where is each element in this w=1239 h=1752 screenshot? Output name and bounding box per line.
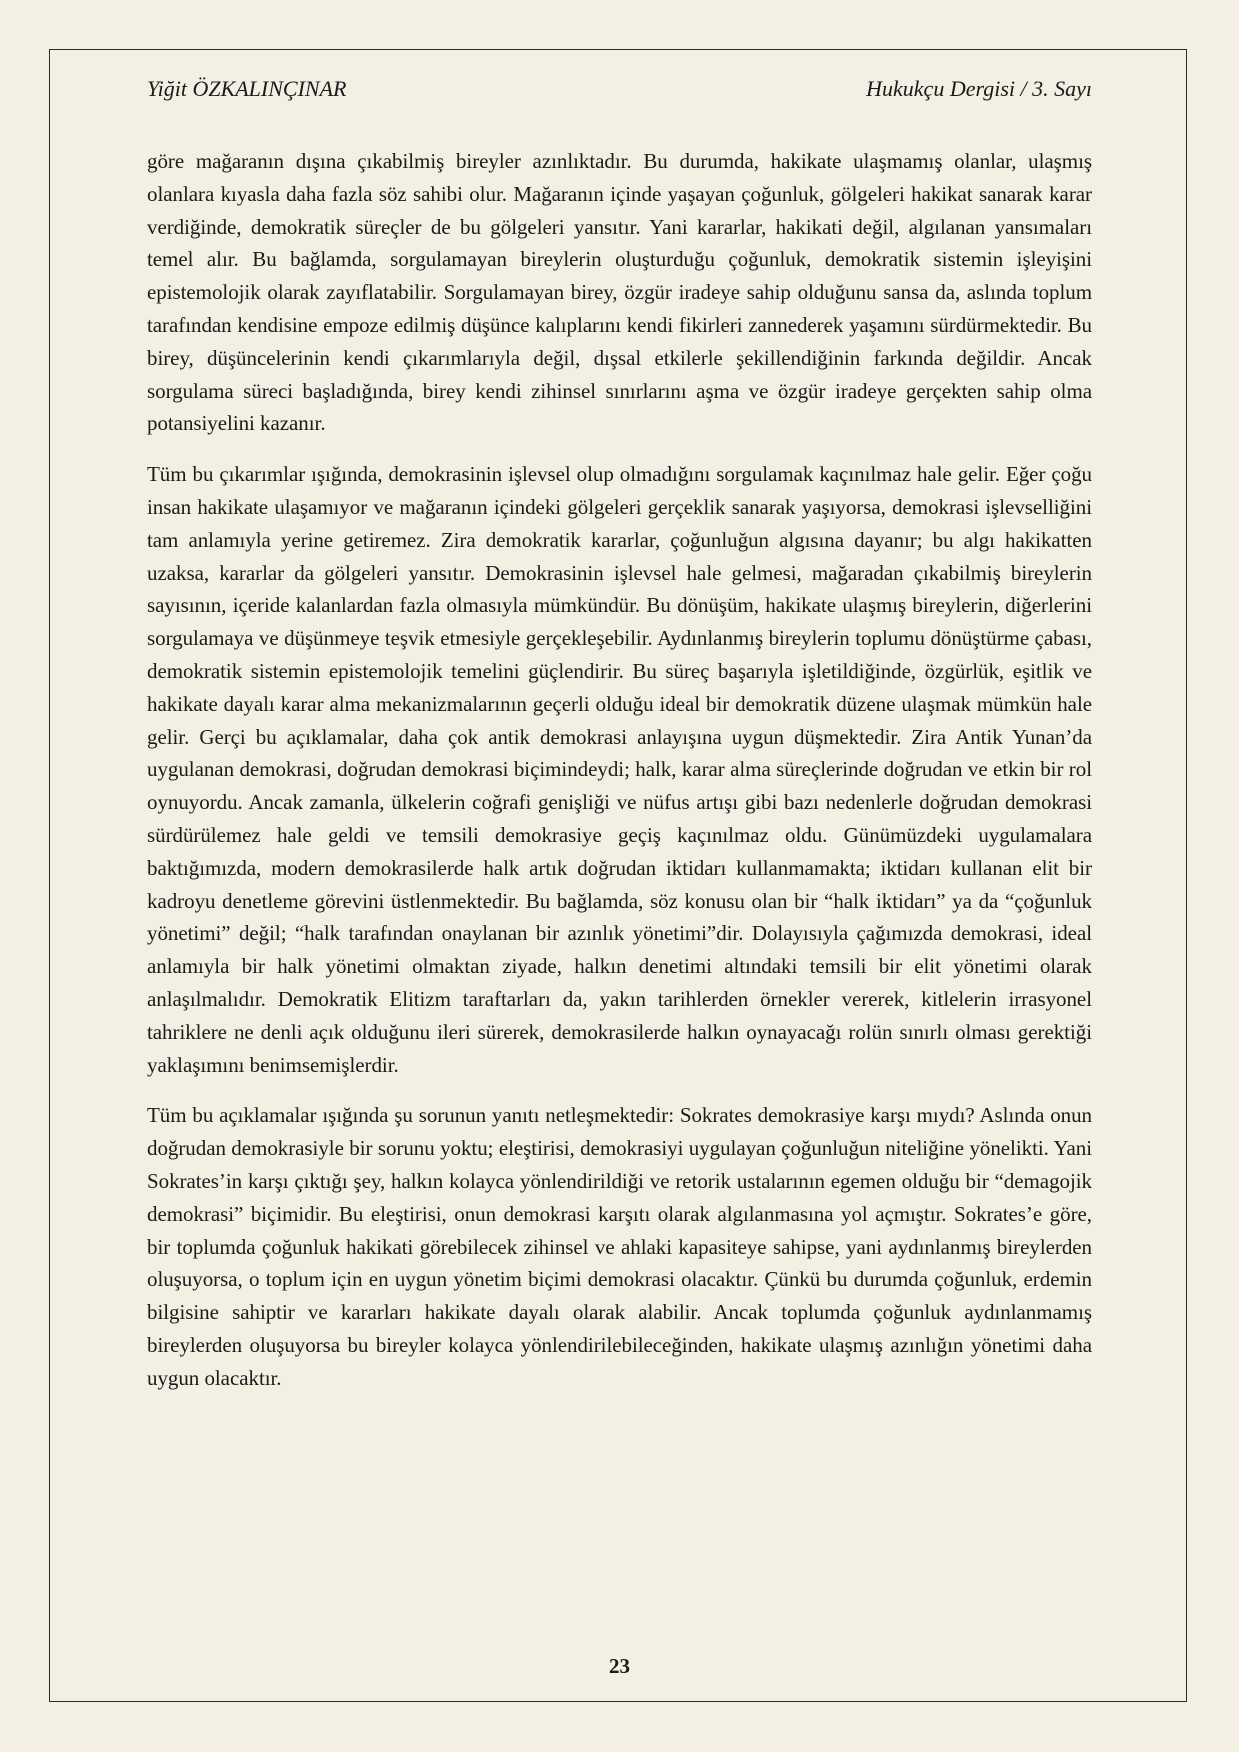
running-header <box>147 74 1092 104</box>
body-text <box>147 145 1092 1412</box>
page-number: 23 <box>609 1654 630 1678</box>
paragraph-3: Tüm bu açıklamalar ışığında şu sorunun yanıtı netleşmektedir: Sokrates demokrasiye karşı mıydı? Aslında onun doğrudan demokrasiyle bir sorunu yoktu; eleştirisi, demokrasiyi uygulayan çoğunluğun niteliğine yönelikti. Yani Sokrates’in karşı çıktığı şey, halkın kolayca yönlendirildiği ve retorik ustalarının egemen olduğu bir “demagojik demokrasi” biçimidir. Bu eleştirisi, onun demokrasi karşıtı olarak algılanmasına yol açmıştır. Sokrates’e göre, bir toplumda çoğunluk hakikati görebilecek zihinsel ve ahlaki kapasiteye sahipse, yani aydınlanmış bireylerden oluşuyorsa, o toplum için en uygun yönetim biçimi demokrasi olacaktır. Çünkü bu durumda çoğunluk, erdemin bilgisine sahiptir ve kararları hakikate dayalı olarak alabilir. Ancak toplumda çoğunluk aydınlanmamış bireylerden oluşuyorsa bu bireyler kolayca yönlendirilebileceğinden, hakikate ulaşmış azınlığın yönetimi daha uygun olacaktır. <box>147 1103 1092 1390</box>
paragraph-2: Tüm bu çıkarımlar ışığında, demokrasinin işlevsel olup olmadığını sorgulamak kaçınılmaz hale gelir. Eğer çoğu insan hakikate ulaşamıyor ve mağaranın içindeki gölgeleri gerçeklik sanarak yaşıyorsa, demokrasi işlevselliğini tam anlamıyla yerine getiremez. Zira demokratik kararlar, çoğunluğun algısına dayanır; bu algı hakikatten uzaksa, kararlar da gölgeleri yansıtır. Demokrasinin işlevsel hale gelmesi, mağaradan çıkabilmiş bireylerin sayısının, içeride kalanlardan fazla olmasıyla mümkündür. Bu dönüşüm, hakikate ulaşmış bireylerin, diğerlerini sorgulamaya ve düşünmeye teşvik etmesiyle gerçekleşebilir. Aydınlanmış bireylerin toplumu dönüştürme çabası, demokratik sistemin epistemolojik temelini güçlendirir. Bu süreç başarıyla işletildiğinde, özgürlük, eşitlik ve hakikate dayalı karar alma mekanizmalarının geçerli olduğu ideal bir demokratik düzene ulaşmak mümkün hale gelir. Gerçi bu açıklamalar, daha çok antik demokrasi anlayışına uygun düşmektedir. Zira Antik Yunan’da uygulanan demokrasi, doğrudan demokrasi biçimindeydi; halk, karar alma süreçlerinde doğrudan ve etkin bir rol oynuyordu. Ancak zamanla, ülkelerin coğrafi genişliği ve nüfus artışı gibi bazı nedenlerle doğrudan demokrasi sürdürülemez hale geldi ve temsili demokrasiye geçiş kaçınılmaz oldu. Günümüzdeki uygulamalara baktığımızda, modern demokrasilerde halk artık doğrudan iktidarı kullanmamakta; iktidarı kullanan elit bir kadroyu denetleme görevini üstlenmektedir. Bu bağlamda, söz konusu olan bir “halk iktidarı” ya da “çoğunluk yönetimi” değil; “halk tarafından onaylanan bir azınlık yönetimi”dir. Dolayısıyla çağımızda demokrasi, ideal anlamıyla bir halk yönetimi olmaktan ziyade, halkın denetimi altındaki temsili bir elit yönetimi olarak anlaşılmalıdır. Demokratik Elitizm taraftarları da, yakın tarihlerden örnekler vererek, kitlelerin irrasyonel tahriklere ne denli açık olduğunu ileri sürerek, demokrasilerde halkın oynayacağı rolün sınırlı olması gerektiği yaklaşımını benimsemişlerdir. <box>147 462 1092 1077</box>
header-author: Yiğit ÖZKALINÇINAR <box>147 76 347 101</box>
header-journal: Hukukçu Dergisi / 3. Sayı <box>866 76 1092 101</box>
paragraph-1: göre mağaranın dışına çıkabilmiş bireyler azınlıktadır. Bu durumda, hakikate ulaşmamış olanlar, ulaşmış olanlara kıyasla daha fazla söz sahibi olur. Mağaranın içinde yaşayan çoğunluk, gölgeleri hakikat sanarak karar verdiğinde, demokratik süreçler de bu gölgeleri yansıtır. Yani kararlar, hakikati değil, algılanan yansımaları temel alır. Bu bağlamda, sorgulamayan bireylerin oluşturduğu çoğunluk, demokratik sistemin işleyişini epistemolojik olarak zayıflatabilir. Sorgulamayan birey, özgür iradeye sahip olduğunu sansa da, aslında toplum tarafından kendisine empoze edilmiş düşünce kalıplarını kendi fikirleri zannederek yaşamını sürdürmektedir. Bu birey, düşüncelerinin kendi çıkarımlarıyla değil, dışsal etkilerle şekillendiğinin farkında değildir. Ancak sorgulama süreci başladığında, birey kendi zihinsel sınırlarını aşma ve özgür iradeye gerçekten sahip olma potansiyelini kazanır. <box>147 149 1092 436</box>
